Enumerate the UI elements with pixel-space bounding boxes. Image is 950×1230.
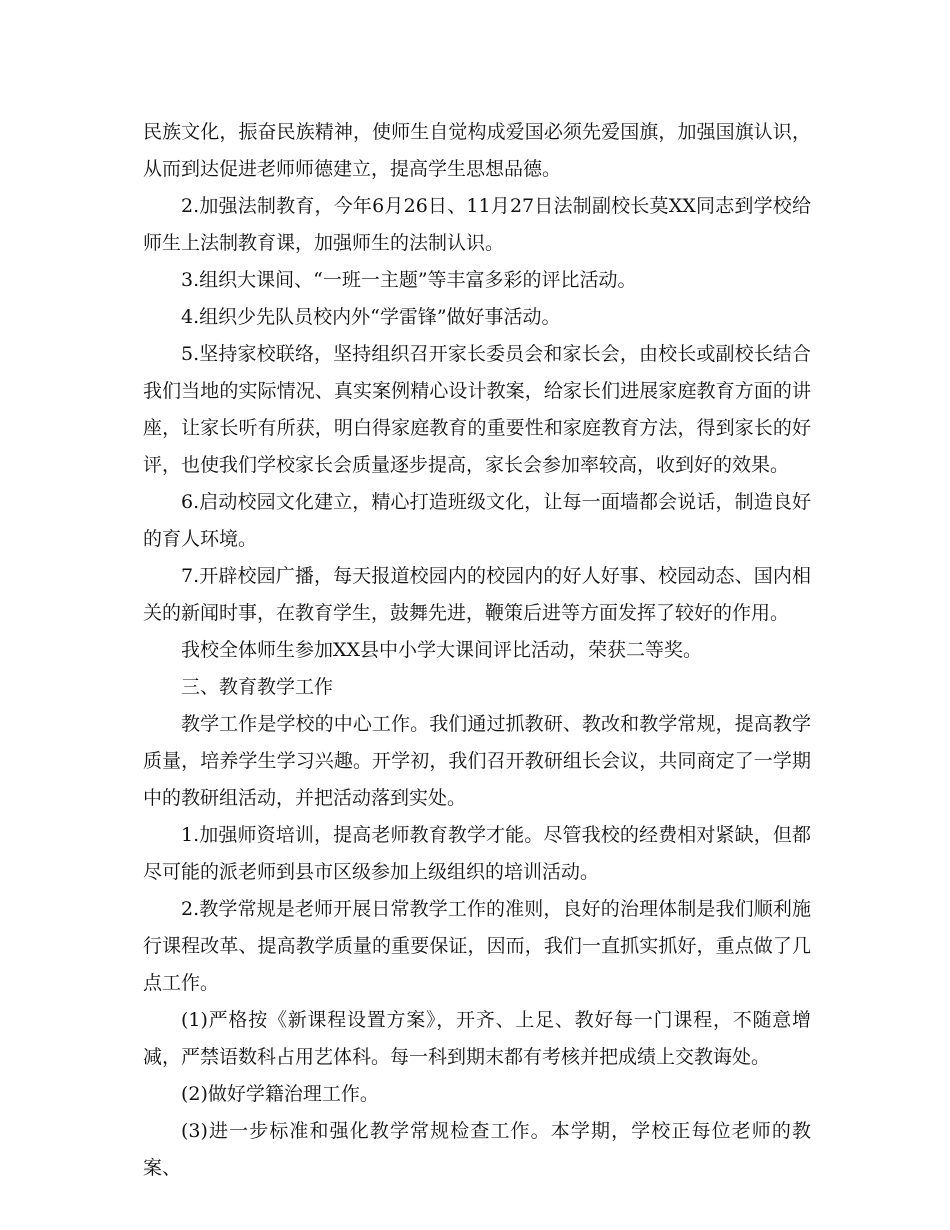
paragraph-6: 6.启动校园文化建立，精心打造班级文化，让每一面墙都会说话，制造良好的育人环境。 <box>143 491 811 550</box>
paragraph-14: (2)做好学籍治理工作。 <box>181 1083 379 1105</box>
paragraph-5: 5.坚持家校联络，坚持组织召开家长委员会和家长会，由校长或副校长结合我们当地的实际情况、真实案例精心设计教案，给家长们进展家庭教育方面的讲座，让家长听有所获，明白得家庭教育的重要性和家庭教育方法，得到家长的好评，也使我们学校家长会质量逐步提高，家长会参加率较高，收到好的效果。 <box>143 343 811 476</box>
paragraph-13: (1)严格按《新课程设置方案》，开齐、上足、教好每一门课程，不随意增减，严禁语数科占用艺体科。每一科到期末都有考核并把成绩上交教诲处。 <box>143 1009 811 1068</box>
section-heading: 三、教育教学工作 <box>181 676 334 698</box>
paragraph-15: (3)进一步标准和强化教学常规检查工作。本学期，学校正每位老师的教案、 <box>143 1120 811 1179</box>
paragraph-10: 教学工作是学校的中心工作。我们通过抓教研、教改和教学常规，提高教学质量，培养学生学习兴趣。开学初，我们召开教研组长会议，共同商定了一学期中的教研组活动，并把活动落到实处。 <box>143 713 811 809</box>
paragraph-7: 7.开辟校园广播，每天报道校园内的校园内的好人好事、校园动态、国内相关的新闻时事，在教育学生，鼓舞先进，鞭策后进等方面发挥了较好的作用。 <box>143 565 811 624</box>
paragraph-1: 民族文化，振奋民族精神，使师生自觉构成爱国必须先爱国旗，加强国旗认识，从而到达促进老师师德建立，提高学生思想品德。 <box>143 121 811 180</box>
paragraph-3: 3.组织大课间、“一班一主题”等丰富多彩的评比活动。 <box>181 269 637 291</box>
paragraph-11: 1.加强师资培训，提高老师教育教学才能。尽管我校的经费相对紧缺，但都尽可能的派老师到县市区级参加上级组织的培训活动。 <box>143 824 811 883</box>
paragraph-8: 我校全体师生参加XX县中小学大课间评比活动，荣获二等奖。 <box>181 639 703 661</box>
paragraph-2: 2.加强法制教育，今年6月26日、11月27日法制副校长莫XX同志到学校给师生上法制教育课，加强师生的法制认识。 <box>143 195 811 254</box>
paragraph-12: 2.教学常规是老师开展日常教学工作的准则，良好的治理体制是我们顺利施行课程改革、提高教学质量的重要保证，因而，我们一直抓实抓好，重点做了几点工作。 <box>143 898 811 994</box>
document-body <box>143 114 811 1187</box>
paragraph-4: 4.组织少先队员校内外“学雷锋”做好事活动。 <box>181 306 561 328</box>
